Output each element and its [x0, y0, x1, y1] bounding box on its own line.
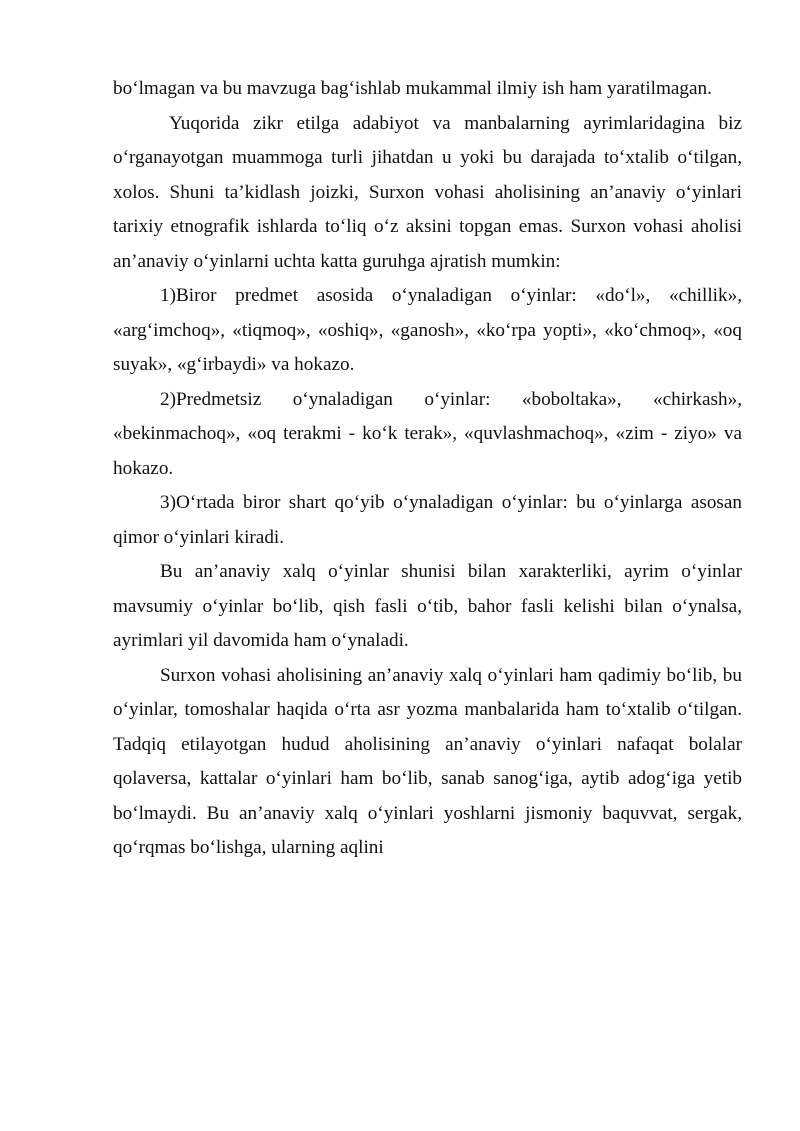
paragraph-seasonal-games: Bu an’anaviy xalq o‘yinlar shunisi bilan xarakterliki, ayrim o‘yinlar mavsumiy o‘yinlar bo‘lib, qish fasli o‘tib, bahor fasli kelishi bilan o‘ynalsa, ayrimlari yil davomida ham o‘ynaladi. — [113, 561, 742, 651]
paragraph-group-1: 1)Biror predmet asosida o‘ynaladigan o‘yinlar: «do‘l», «chillik», «arg‘imchoq», «tiqmoq», «oshiq», «ganosh», «ko‘rpa yopti», «ko‘chmoq», «oq suyak», «g‘irbaydi» va hokazo. — [113, 285, 742, 375]
paragraph-group-3: 3)O‘rtada biror shart qo‘yib o‘ynaladigan o‘yinlar: bu o‘yinlarga asosan qimor o‘yinlari kiradi. — [113, 492, 742, 548]
paragraph-group-2: 2)Predmetsiz o‘ynaladigan o‘yinlar: «boboltaka», «chirkash», «bekinmachoq», «oq terakmi - ko‘k terak», «quvlashmachoq», «zim - ziyo» va hokazo. — [113, 388, 742, 479]
paragraph-literature-review: Yuqorida zikr etilga adabiyot va manbalarning ayrimlaridagina biz o‘rganayotgan muammoga turli jihatdan u yoki bu darajada to‘xtalib o‘tilgan, xolos. Shuni ta’kidlash joizki, Surxon vohasi aholisining an’anaviy o‘yinlari tarixiy etnografik ishlarda to‘liq o‘z aksini topgan emas. Surxon vohasi aholisi an’anaviy o‘yinlarni uchta katta guruhga ajratish mumkin: — [113, 112, 742, 272]
paragraph-ancient-games: Surxon vohasi aholisining an’anaviy xalq o‘yinlari ham qadimiy bo‘lib, bu o‘yinlar, tomoshalar haqida o‘rta asr yozma manbalarida ham to‘xtalib o‘tilgan. Tadqiq etilayotgan hudud aholisining an’anaviy o‘yinlari nafaqat bolalar qolaversa, kattalar o‘yinlari ham bo‘lib, sanab sanog‘iga, aytib adog‘iga yetib bo‘lmaydi. Bu an’anaviy xalq o‘yinlari yoshlarni jismoniy baquvvat, sergak, qo‘rqmas bo‘lishga, ularning aqlini — [113, 664, 742, 858]
body-text — [113, 72, 742, 866]
paragraph-continuation: bo‘lmagan va bu mavzuga bag‘ishlab mukammal ilmiy ish ham yaratilmagan. — [113, 78, 712, 99]
